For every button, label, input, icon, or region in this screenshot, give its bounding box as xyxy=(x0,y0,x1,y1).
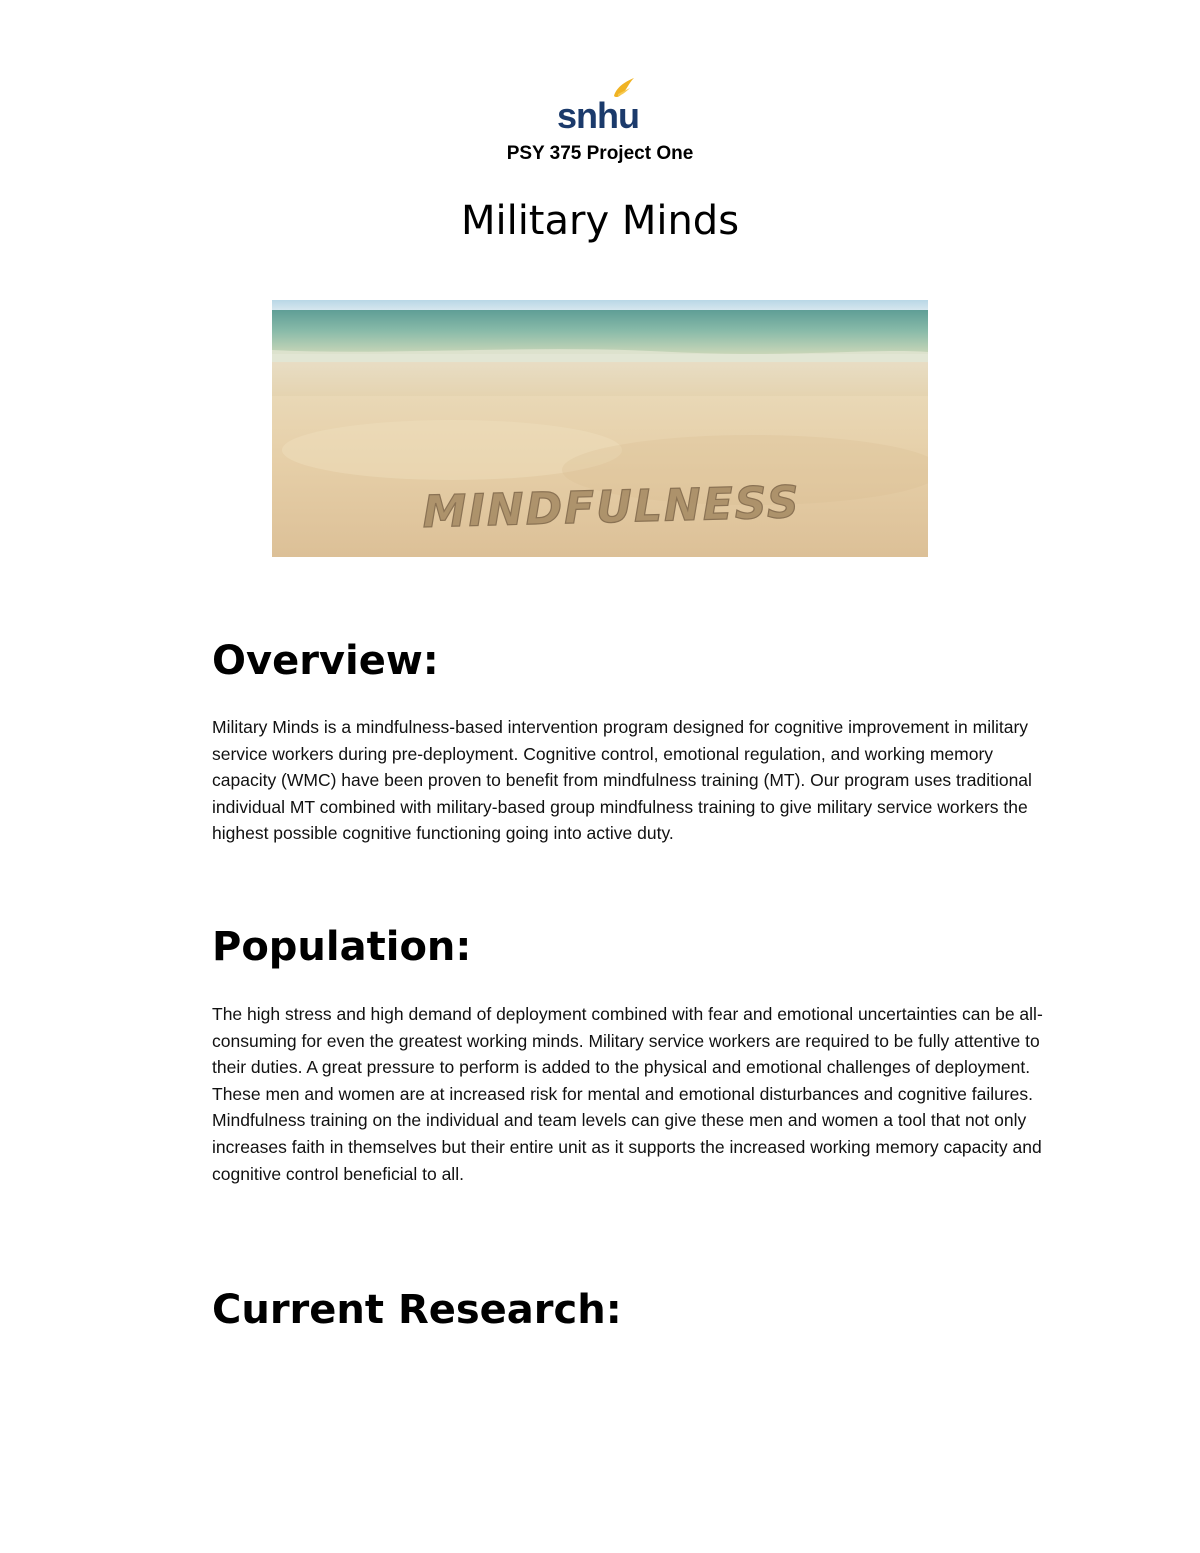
snhu-logo xyxy=(556,74,640,134)
population-heading: Population: xyxy=(212,924,472,970)
overview-paragraph: Military Minds is a mindfulness-based intervention program designed for cognitive improvement in military service workers during pre-deployment. Cognitive control, emotional regulation, and working memory capacity (WMC) have been proven to benefit from mindfulness training (MT). Our program uses traditional individual MT combined with military-based group mindfulness training to give military service workers the highest possible cognitive functioning going into active duty. xyxy=(212,717,1032,844)
beach-mindfulness-image xyxy=(272,300,928,557)
course-subtitle: PSY 375 Project One xyxy=(506,143,694,164)
sand-writing: MINDFULNESS xyxy=(422,477,802,538)
population-paragraph: The high stress and high demand of deployment combined with fear and emotional uncertainties can be all-consuming for even the greatest working minds. Military service workers are required to be fully attentive to their duties. A great pressure to perform is added to the physical and emotional challenges of deployment. These men and women are at increased risk for mental and emotional disturbances and cognitive failures. Mindfulness training on the individual and team levels can give these men and women a tool that not only increases faith in themselves but their entire unit as it supports the increased working memory capacity and cognitive control beneficial to all. xyxy=(212,1004,1043,1184)
document-title: Military Minds xyxy=(460,198,740,244)
logo-wordmark: snhu xyxy=(557,95,639,134)
current-research-heading: Current Research: xyxy=(212,1287,622,1333)
overview-heading: Overview: xyxy=(212,638,439,684)
